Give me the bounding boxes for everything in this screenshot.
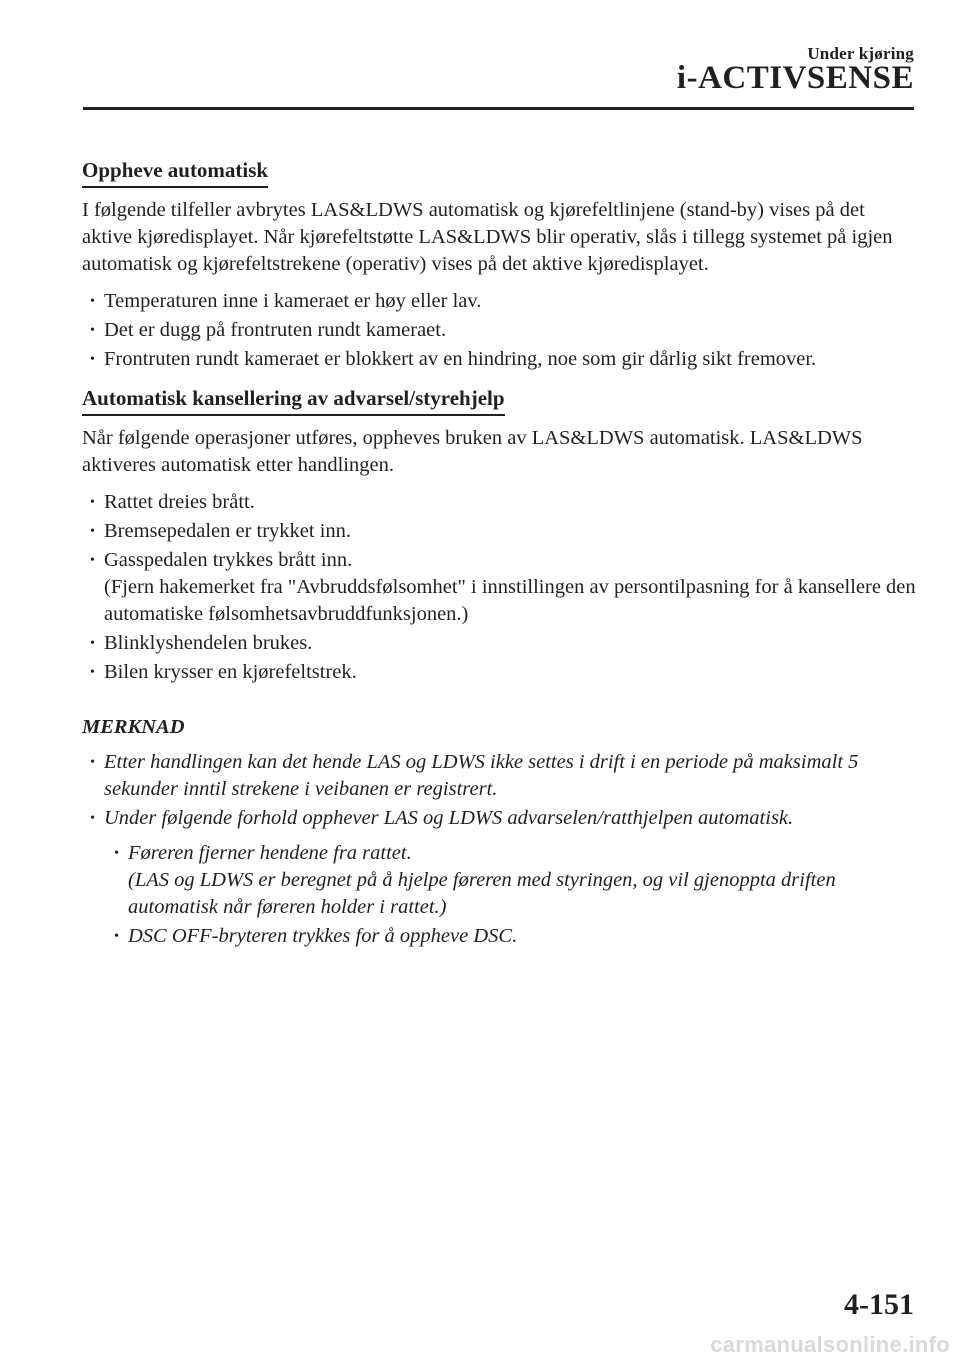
bullet-list-kansellering (82, 489, 918, 686)
heading-automatisk-kansellering: Automatisk kansellering av advarsel/styrehjelp (82, 385, 505, 416)
list-item: • Det er dugg på frontruten rundt kameraet. (90, 317, 918, 344)
paragraph-kansellering: Når følgende operasjoner utføres, oppheves bruken av LAS&LDWS automatisk. LAS&LDWS aktiveres automatisk etter handlingen. (82, 427, 863, 476)
bullet-icon: • (90, 495, 95, 510)
nested-note-list (104, 840, 918, 950)
page-content (82, 157, 918, 952)
list-item: • Etter handlingen kan det hende LAS og LDWS ikke settes i drift i en periode på maksimalt 5 sekunder inntil strekene i veibanen er registrert. (90, 751, 859, 800)
bullet-icon: • (90, 665, 95, 680)
bullet-icon: • (114, 846, 119, 861)
list-item: • Under følgende forhold opphever LAS og LDWS advarselen/ratthjelpen automatisk. • Føreren fjerner hendene fra rattet. (LAS og LDWS er beregnet på å hjelpe føreren med styringen, og vil gjenoppta driften automatisk når føreren holder i rattet.) • DSC OFF-bryteren trykkes for å oppheve DSC. (90, 805, 918, 950)
list-item: • Føreren fjerner hendene fra rattet. (LAS og LDWS er beregnet på å hjelpe føreren med styringen, og vil gjenoppta driften automatisk når føreren holder i rattet.) (114, 840, 918, 921)
list-item: • Temperaturen inne i kameraet er høy eller lav. (90, 288, 918, 315)
note-title: MERKNAD (82, 716, 185, 738)
heading-oppheve-automatisk: Oppheve automatisk (82, 157, 268, 188)
bullet-icon: • (90, 323, 95, 338)
bullet-icon: • (90, 294, 95, 309)
bullet-icon: • (90, 636, 95, 651)
list-item: • Frontruten rundt kameraet er blokkert av en hindring, noe som gir dårlig sikt fremover. (90, 346, 918, 373)
watermark-logo: carmanualsonline.info (710, 1332, 950, 1357)
list-item: • Gasspedalen trykkes brått inn. (Fjern hakemerket fra "Avbruddsfølsomhet" i innstillingen av persontilpasning for å kansellere den automatiske følsomhetsavbruddfunksjonen.) (90, 547, 918, 628)
bullet-icon: • (90, 755, 95, 770)
bullet-icon: • (90, 524, 95, 539)
list-item: • Blinklyshendelen brukes. (90, 630, 918, 657)
list-item: • Bilen krysser en kjørefeltstrek. (90, 659, 918, 686)
bullet-list-oppheve (82, 288, 918, 373)
bullet-note: (Fjern hakemerket fra "Avbruddsfølsomhet" i innstillingen av persontilpasning for å kansellere den automatiske følsomhetsavbruddfunksjonen.) (104, 576, 916, 625)
header-divider (83, 107, 914, 110)
chapter-label: Under kjøring (807, 44, 914, 63)
bullet-icon: • (114, 929, 119, 944)
list-item: • Rattet dreies brått. (90, 489, 918, 516)
bullet-icon: • (90, 811, 95, 826)
note-box (82, 714, 918, 950)
bullet-icon: • (90, 352, 95, 367)
list-item: • Bremsepedalen er trykket inn. (90, 518, 918, 545)
list-item: • DSC OFF-bryteren trykkes for å oppheve DSC. (114, 923, 918, 950)
note-list (82, 749, 918, 950)
page-number: 4-151 (844, 1288, 914, 1321)
section-title: i-ACTIVSENSE (676, 60, 914, 96)
paragraph-oppheve: I følgende tilfeller avbrytes LAS&LDWS automatisk og kjørefeltlinjene (stand-by) vises på det aktive kjøredisplayet. Når kjørefeltstøtte LAS&LDWS blir operativ, slås i tillegg systemet på igjen automatisk og kjørefeltstrekene (operativ) vises på det aktive kjøredisplayet. (82, 199, 893, 275)
nested-note-text: (LAS og LDWS er beregnet på å hjelpe føreren med styringen, og vil gjenoppta driften automatisk når føreren holder i rattet.) (128, 869, 836, 918)
bullet-icon: • (90, 553, 95, 568)
